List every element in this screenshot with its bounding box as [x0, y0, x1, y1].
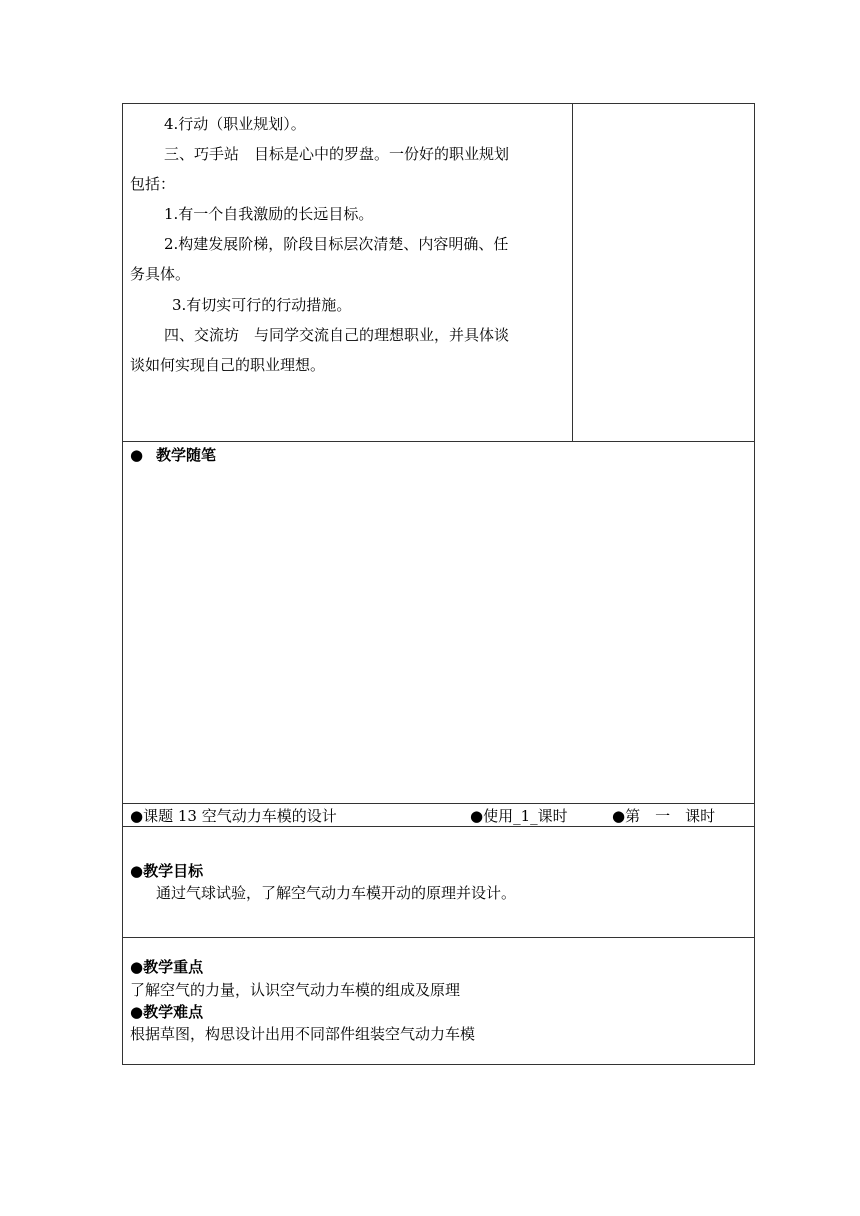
key-points-heading: ●教学重点	[130, 958, 204, 976]
usage-label	[470, 807, 568, 825]
usage-prefix: ●使用	[470, 807, 514, 825]
key-points-text: 了解空气的力量，认识空气动力车模的组成及原理	[130, 981, 461, 999]
notes-heading: 教学随笔	[156, 446, 217, 464]
lesson-line: 谈如何实现自己的职业理想。	[130, 356, 326, 374]
lesson-line: 1.有一个自我激励的长远目标。	[164, 205, 374, 223]
difficulty-heading: ●教学难点	[130, 1003, 204, 1021]
objectives-heading: ●教学目标	[130, 862, 204, 880]
notes-bullet: ●	[130, 446, 144, 464]
lesson-line: 3.有切实可行的行动措施。	[172, 296, 352, 314]
lesson-line: 务具体。	[130, 265, 191, 283]
lesson-line: 三、巧手站 目标是心中的罗盘。一份好的职业规划	[164, 145, 510, 163]
row-divider	[122, 937, 755, 938]
lesson-number: ●第 一 课时	[612, 807, 716, 825]
objectives-text: 通过气球试验，了解空气动力车模开动的原理并设计。	[156, 884, 517, 902]
difficulty-text: 根据草图，构思设计出用不同部件组装空气动力车模	[130, 1025, 476, 1043]
lesson-line: 四、交流坊 与同学交流自己的理想职业，并具体谈	[164, 326, 510, 344]
lesson-line: 4.行动（职业规划）。	[164, 115, 306, 133]
row-divider	[122, 826, 755, 827]
lesson-line: 包括：	[130, 175, 176, 193]
row-divider	[122, 441, 755, 442]
usage-suffix: 课时	[537, 807, 568, 825]
topic-title: ●课题 13 空气动力车模的设计	[130, 807, 337, 825]
usage-count: _1_	[513, 807, 538, 825]
row-divider	[122, 803, 755, 804]
lesson-line: 2.构建发展阶梯，阶段目标层次清楚、内容明确、任	[164, 235, 509, 253]
column-divider	[572, 103, 573, 442]
